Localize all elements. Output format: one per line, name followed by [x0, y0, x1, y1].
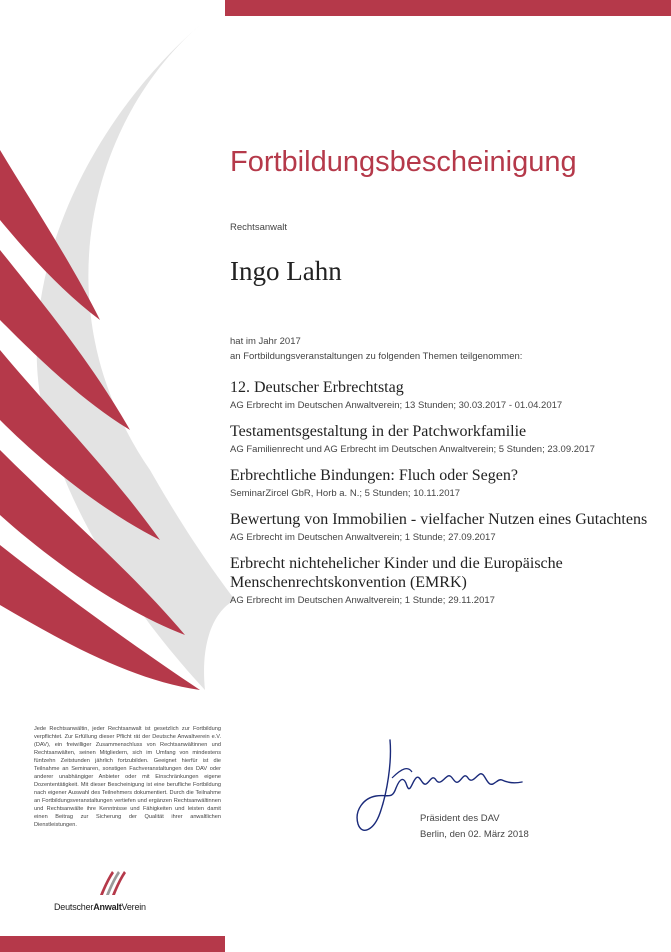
- logo-text-part: Deutscher: [54, 902, 94, 912]
- course-item: [230, 554, 650, 607]
- course-details: AG Erbrecht im Deutschen Anwaltverein; 1 Stunde; 27.09.2017: [230, 532, 496, 543]
- course-title: Erbrechtliche Bindungen: Fluch oder Segen?: [230, 467, 518, 484]
- intro-topics: an Fortbildungsveranstaltungen zu folgenden Themen teilgenommen:: [230, 351, 523, 362]
- course-item: [230, 378, 650, 412]
- wave-decoration: [0, 0, 240, 700]
- course-title: 12. Deutscher Erbrechtstag: [230, 379, 404, 396]
- profession-label: Rechtsanwalt: [230, 222, 288, 233]
- course-title: Erbrecht nichtehelicher Kinder und die Europäische Menschenrechtskonvention (EMRK): [230, 555, 563, 591]
- bottom-accent-bar: [0, 936, 225, 952]
- course-details: AG Erbrecht im Deutschen Anwaltverein; 13 Stunden; 30.03.2017 - 01.04.2017: [230, 400, 563, 411]
- course-item: [230, 510, 650, 544]
- recipient-name: Ingo Lahn: [230, 256, 342, 286]
- logo-text-part: Verein: [121, 902, 146, 912]
- course-details: SeminarZircel GbR, Horb a. N.; 5 Stunden; 10.11.2017: [230, 488, 461, 499]
- dav-logo-icon: [98, 869, 128, 897]
- certificate-title: Fortbildungsbescheinigung: [230, 146, 577, 178]
- course-item: [230, 466, 650, 500]
- course-title: Testamentsgestaltung in der Patchworkfamilie: [230, 423, 527, 440]
- course-details: AG Erbrecht im Deutschen Anwaltverein; 1 Stunde; 29.11.2017: [230, 595, 495, 606]
- dav-logo-text: [54, 902, 146, 912]
- logo-text-part-bold: Anwalt: [93, 902, 122, 912]
- course-item: [230, 422, 650, 456]
- course-list: [230, 378, 650, 617]
- legal-notice: Jede Rechtsanwältin, jeder Rechtsanwalt ist gesetzlich zur Fortbildung verpflichtet. Zur Erfüllung dieser Pflicht rät der Deutsche Anwaltverein e.V. (DAV), ein freiwilliger Zusammenschluss von Rechtsanwältinnen und Rechtsanwälten, seinen Mitgliedern, sich im Umfang von mindestens fünfzehn Zeitstunden jährlich fortzubilden. Geeignet hierfür ist die Teilnahme an Seminaren, sonstigen Fachveranstaltungen des DAV oder anderer unabhängiger Anbieter oder mit Einschränkungen eigene Dozententätigkeit. Mit dieser Bescheinigung ist eine berufliche Fortbildung nach eigener Auswahl des Teilnehmers dokumentiert. Durch die Teilnahme an Fortbildungsveranstaltungen vertiefen und ergänzen Rechtsanwältinnen und Rechtsanwälte ihre Kenntnisse und Fähigkeiten und leisten damit einen Beitrag zur Sicherung der Qualität ihrer anwaltlichen Dienstleistungen.: [34, 726, 221, 828]
- signature-role: Präsident des DAV: [420, 813, 500, 824]
- course-details: AG Familienrecht und AG Erbrecht im Deutschen Anwaltverein; 5 Stunden; 23.09.2017: [230, 444, 595, 455]
- signature-place-date: Berlin, den 02. März 2018: [420, 829, 529, 840]
- course-title: Bewertung von Immobilien - vielfacher Nutzen eines Gutachtens: [230, 511, 648, 528]
- intro-year: hat im Jahr 2017: [230, 336, 301, 347]
- top-accent-bar: [225, 0, 671, 16]
